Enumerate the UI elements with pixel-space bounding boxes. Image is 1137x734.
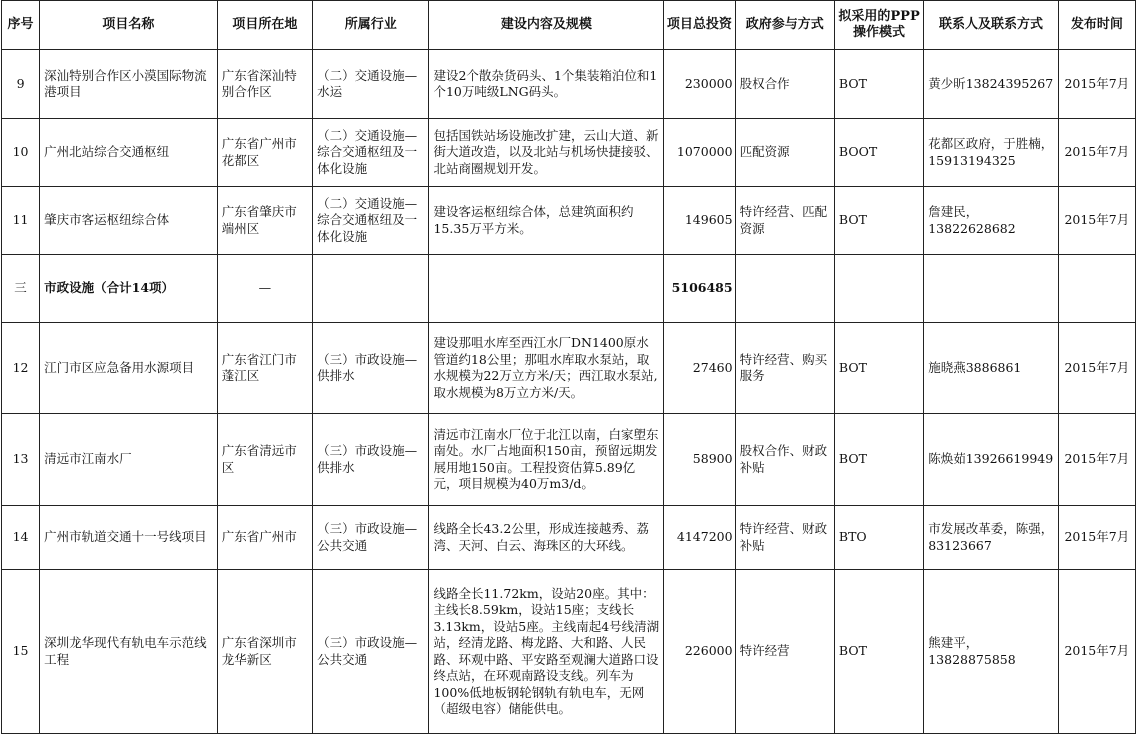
header-mode: 拟采用的PPP操作模式 xyxy=(834,1,923,50)
header-name: 项目名称 xyxy=(40,1,218,50)
header-content: 建设内容及规模 xyxy=(429,1,664,50)
cell-no: 10 xyxy=(2,119,40,187)
cell-no: 9 xyxy=(2,50,40,119)
section-contact xyxy=(924,255,1058,323)
cell-name: 广州北站综合交通枢纽 xyxy=(40,119,218,187)
cell-contact: 市发展改革委，陈强，83123667 xyxy=(924,506,1058,570)
cell-name: 江门市区应急备用水源项目 xyxy=(40,323,218,414)
section-investment: 5106485 xyxy=(664,255,735,323)
cell-contact: 熊建平，13828875858 xyxy=(924,570,1058,734)
table-row xyxy=(2,119,1136,187)
cell-no: 12 xyxy=(2,323,40,414)
cell-contact: 施晓燕3886861 xyxy=(924,323,1058,414)
cell-contact: 花都区政府，于胜楠，15913194325 xyxy=(924,119,1058,187)
cell-investment: 226000 xyxy=(664,570,735,734)
cell-location: 广东省深圳市龙华新区 xyxy=(217,570,312,734)
cell-content: 线路全长43.2公里，形成连接越秀、荔湾、天河、白云、海珠区的大环线。 xyxy=(429,506,664,570)
cell-date: 2015年7月 xyxy=(1058,570,1135,734)
header-gov: 政府参与方式 xyxy=(735,1,834,50)
cell-investment: 4147200 xyxy=(664,506,735,570)
ppp-projects-table xyxy=(1,0,1136,734)
cell-investment: 1070000 xyxy=(664,119,735,187)
cell-gov: 股权合作、财政补贴 xyxy=(735,414,834,506)
cell-name: 肇庆市客运枢纽综合体 xyxy=(40,187,218,255)
cell-investment: 27460 xyxy=(664,323,735,414)
cell-contact: 黄少昕13824395267 xyxy=(924,50,1058,119)
section-gov xyxy=(735,255,834,323)
table-row xyxy=(2,323,1136,414)
section-row xyxy=(2,255,1136,323)
cell-mode: BOOT xyxy=(834,119,923,187)
cell-mode: BTO xyxy=(834,506,923,570)
cell-gov: 特许经营、购买服务 xyxy=(735,323,834,414)
cell-no: 15 xyxy=(2,570,40,734)
cell-gov: 股权合作 xyxy=(735,50,834,119)
cell-mode: BOT xyxy=(834,323,923,414)
table-row xyxy=(2,570,1136,734)
cell-industry: （三）市政设施—公共交通 xyxy=(313,570,429,734)
section-location: — xyxy=(217,255,312,323)
cell-no: 11 xyxy=(2,187,40,255)
table-row xyxy=(2,187,1136,255)
cell-name: 深汕特别合作区小漠国际物流港项目 xyxy=(40,50,218,119)
cell-investment: 149605 xyxy=(664,187,735,255)
cell-no: 14 xyxy=(2,506,40,570)
cell-location: 广东省广州市 xyxy=(217,506,312,570)
cell-location: 广东省江门市蓬江区 xyxy=(217,323,312,414)
cell-gov: 特许经营、财政补贴 xyxy=(735,506,834,570)
section-industry xyxy=(313,255,429,323)
cell-gov: 特许经营、匹配资源 xyxy=(735,187,834,255)
cell-location: 广东省清远市区 xyxy=(217,414,312,506)
cell-industry: （三）市政设施—公共交通 xyxy=(313,506,429,570)
cell-contact: 陈焕茹13926619949 xyxy=(924,414,1058,506)
table-row xyxy=(2,50,1136,119)
cell-industry: （二）交通设施—综合交通枢纽及一体化设施 xyxy=(313,119,429,187)
cell-name: 广州市轨道交通十一号线项目 xyxy=(40,506,218,570)
header-contact: 联系人及联系方式 xyxy=(924,1,1058,50)
header-location: 项目所在地 xyxy=(217,1,312,50)
cell-date: 2015年7月 xyxy=(1058,414,1135,506)
cell-content: 清远市江南水厂位于北江以南，白家塱东南处。水厂占地面积150亩，预留远期发展用地150亩。工程投资估算5.89亿元，项目规模为40万m3/d。 xyxy=(429,414,664,506)
header-investment: 项目总投资 xyxy=(664,1,735,50)
cell-investment: 230000 xyxy=(664,50,735,119)
cell-date: 2015年7月 xyxy=(1058,506,1135,570)
cell-date: 2015年7月 xyxy=(1058,323,1135,414)
section-content xyxy=(429,255,664,323)
cell-name: 清远市江南水厂 xyxy=(40,414,218,506)
cell-mode: BOT xyxy=(834,570,923,734)
cell-industry: （二）交通设施—水运 xyxy=(313,50,429,119)
cell-mode: BOT xyxy=(834,187,923,255)
cell-no: 13 xyxy=(2,414,40,506)
cell-content: 包括国铁站场设施改扩建，云山大道、新街大道改造，以及北站与机场快捷接驳、北站商圈规划开发。 xyxy=(429,119,664,187)
header-row xyxy=(2,1,1136,50)
section-date xyxy=(1058,255,1135,323)
cell-content: 建设客运枢纽综合体，总建筑面积约15.35万平方米。 xyxy=(429,187,664,255)
section-name: 市政设施（合计14项） xyxy=(40,255,218,323)
cell-contact: 詹建民，13822628682 xyxy=(924,187,1058,255)
cell-gov: 特许经营 xyxy=(735,570,834,734)
table-row xyxy=(2,414,1136,506)
cell-date: 2015年7月 xyxy=(1058,119,1135,187)
header-date: 发布时间 xyxy=(1058,1,1135,50)
section-mode xyxy=(834,255,923,323)
cell-content: 建设2个散杂货码头、1个集装箱泊位和1个10万吨级LNG码头。 xyxy=(429,50,664,119)
cell-location: 广东省肇庆市端州区 xyxy=(217,187,312,255)
cell-investment: 58900 xyxy=(664,414,735,506)
section-no: 三 xyxy=(2,255,40,323)
cell-gov: 匹配资源 xyxy=(735,119,834,187)
cell-content: 线路全长11.72km，设站20座。其中：主线长8.59km，设站15座；支线长3.13km，设站5座。主线南起4号线清湖站，经清龙路、梅龙路、大和路、人民路、环观中路、平安路至观澜大道路口设终点站，在环观南路设支线。列车为100%低地板钢轮钢轨有轨电车，无网（超级电容）储能供电。 xyxy=(429,570,664,734)
cell-name: 深圳龙华现代有轨电车示范线工程 xyxy=(40,570,218,734)
cell-date: 2015年7月 xyxy=(1058,50,1135,119)
cell-industry: （三）市政设施—供排水 xyxy=(313,323,429,414)
cell-mode: BOT xyxy=(834,414,923,506)
header-no: 序号 xyxy=(2,1,40,50)
cell-mode: BOT xyxy=(834,50,923,119)
cell-location: 广东省深汕特别合作区 xyxy=(217,50,312,119)
header-industry: 所属行业 xyxy=(313,1,429,50)
cell-location: 广东省广州市花都区 xyxy=(217,119,312,187)
table-row xyxy=(2,506,1136,570)
cell-date: 2015年7月 xyxy=(1058,187,1135,255)
cell-industry: （三）市政设施—供排水 xyxy=(313,414,429,506)
cell-industry: （二）交通设施—综合交通枢纽及一体化设施 xyxy=(313,187,429,255)
cell-content: 建设那咀水库至西江水厂DN1400原水管道约18公里；那咀水库取水泵站，取水规模为22万立方米/天；西江取水泵站,取水规模为8万立方米/天。 xyxy=(429,323,664,414)
